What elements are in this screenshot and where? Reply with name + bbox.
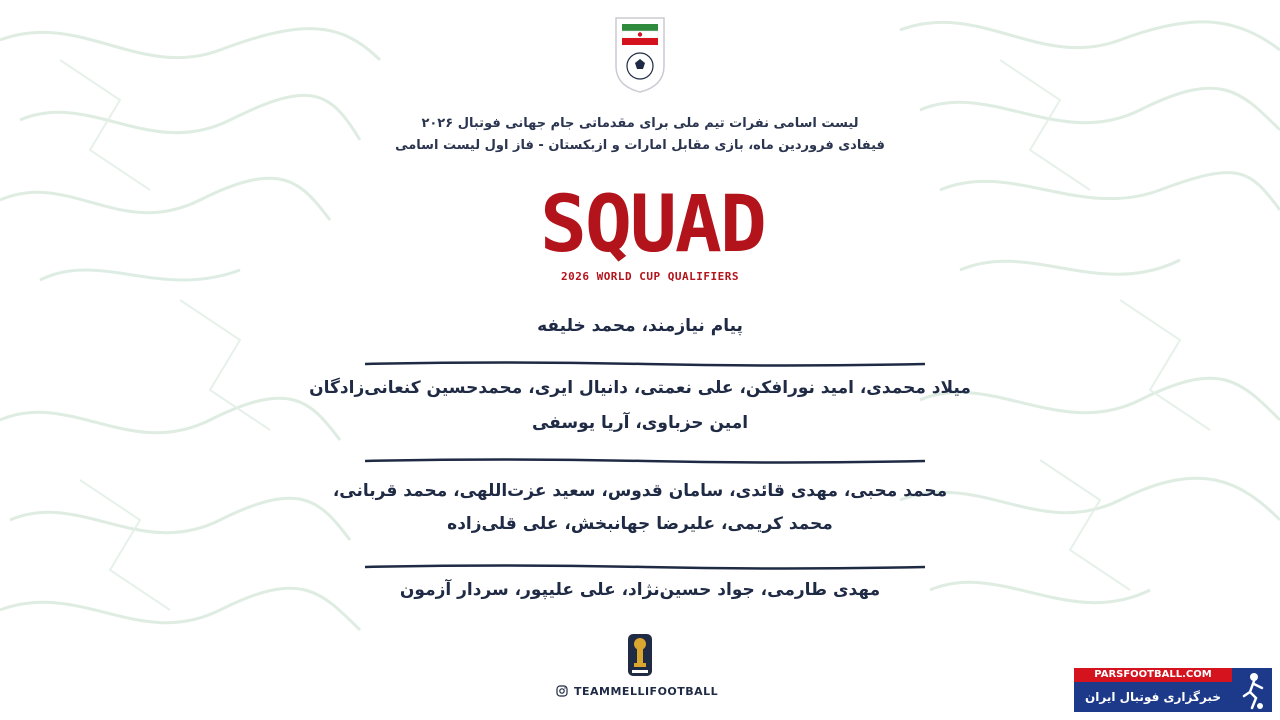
defenders-list-line-2: امین حزباوی، آریا یوسفی	[531, 413, 749, 433]
section-divider	[365, 457, 925, 465]
intro-line-2: فیفادی فروردین ماه، بازی مقابل امارات و ازبکستان - فاز اول لیست اسامی	[395, 138, 885, 153]
section-divider	[365, 563, 925, 571]
section-divider	[365, 360, 925, 368]
defenders-list-line-1: میلاد محمدی، امید نورافکن، علی نعمتی، دانیال ایری، محمدحسین کنعانی‌زادگان	[309, 378, 971, 398]
instagram-handle-text: TEAMMELLIFOOTBALL	[574, 684, 719, 698]
instagram-handle	[556, 683, 718, 699]
footballer-icon	[1232, 668, 1272, 712]
squad-subtitle: 2026 WORLD CUP QUALIFIERS	[560, 270, 740, 283]
watermark-site-name: خبرگزاری فوتبال ایران	[1074, 682, 1232, 712]
forwards-list: مهدی طارمی، جواد حسین‌نژاد، علی علیپور، سردار آزمون	[399, 580, 881, 600]
watermark-site-url: PARSFOOTBALL.COM	[1074, 668, 1232, 682]
site-watermark	[1074, 668, 1272, 714]
midfielders-list-line-1: محمد محبی، مهدی قائدی، سامان قدوس، سعید عزت‌اللهی، محمد قربانی،	[332, 481, 948, 501]
intro-line-1: لیست اسامی نفرات تیم ملی برای مقدماتی جام جهانی فوتبال ۲۰۲۶	[421, 116, 859, 131]
world-cup-logo-icon	[626, 632, 654, 678]
goalkeepers-list: پیام نیازمند، محمد خلیفه	[537, 316, 743, 336]
instagram-icon	[556, 685, 568, 697]
midfielders-list-line-2: محمد کریمی، علیرضا جهانبخش، علی قلی‌زاده	[447, 514, 833, 534]
federation-emblem-icon	[612, 14, 668, 94]
squad-title: SQUAD	[540, 180, 765, 270]
